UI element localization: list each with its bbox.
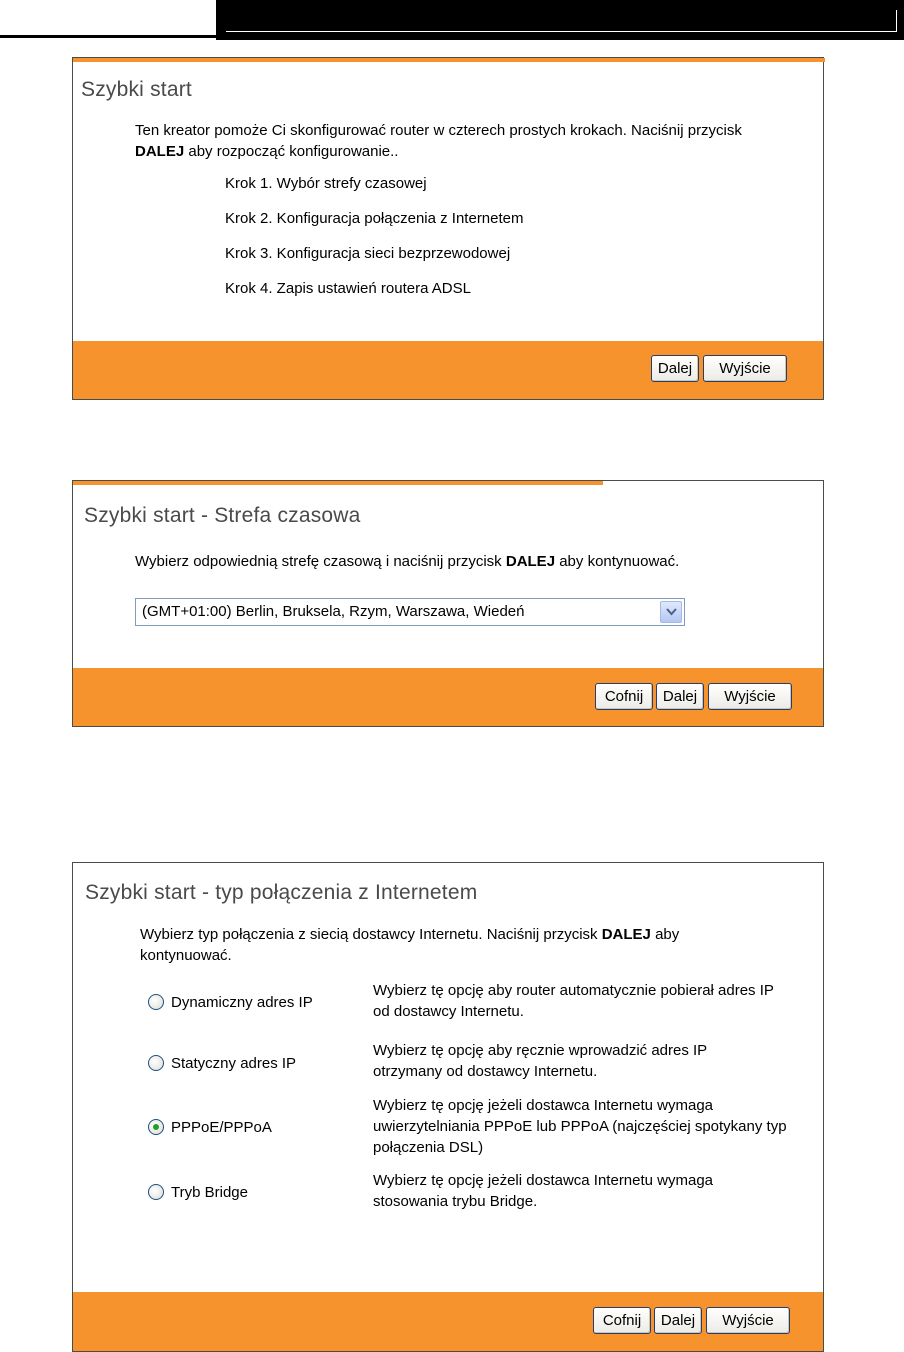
option-description: [373, 980, 823, 1022]
radio-dynamic-ip[interactable]: [148, 994, 164, 1010]
panel-footer: [73, 1292, 823, 1351]
step-item: Krok 4. Zapis ustawień routera ADSL: [225, 280, 471, 297]
timezone-selected-value: (GMT+01:00) Berlin, Bruksela, Rzym, Warszawa, Wiedeń: [142, 603, 525, 620]
back-button[interactable]: Cofnij: [595, 683, 653, 710]
desc-line: od dostawcy Internetu.: [373, 1003, 524, 1020]
desc-line: Wybierz tę opcję jeżeli dostawca Internetu wymaga: [373, 1172, 714, 1189]
intro-text: [140, 924, 800, 966]
timezone-select[interactable]: [135, 598, 685, 626]
panel-footer: [73, 341, 823, 399]
intro-line-1: Ten kreator pomoże Ci skonfigurować router w czterech prostych krokach. Naciśnij przycisk: [135, 122, 742, 139]
desc-line: Wybierz tę opcję aby ręcznie wprowadzić adres IP: [373, 1042, 708, 1059]
quick-start-panel: [72, 57, 824, 400]
page-title: Szybki start - typ połączenia z Internetem: [85, 881, 478, 904]
intro-text: [135, 120, 825, 162]
option-label[interactable]: Tryb Bridge: [171, 1184, 248, 1201]
page-title: Szybki start - Strefa czasowa: [84, 504, 361, 527]
panel-footer: [73, 668, 823, 726]
next-button[interactable]: Dalej: [656, 683, 704, 710]
desc-line: Wybierz tę opcję aby router automatycznie pobierał adres IP: [373, 982, 774, 999]
intro-bold: DALEJ: [505, 553, 556, 570]
radio-static-ip[interactable]: [148, 1055, 164, 1071]
intro-pre: Wybierz odpowiednią strefę czasową i naciśnij przycisk: [135, 553, 506, 570]
intro-pre: Wybierz typ połączenia z siecią dostawcy Internetu. Naciśnij przycisk: [140, 926, 602, 943]
intro-bold: DALEJ: [135, 143, 185, 160]
option-label[interactable]: Statyczny adres IP: [171, 1055, 297, 1072]
intro-post: aby: [650, 926, 680, 943]
header-rule: [0, 35, 216, 38]
desc-line: uwierzytelniania PPPoE lub PPPoA (najczęściej spotykany typ: [373, 1118, 787, 1135]
header-black-block: [216, 0, 904, 40]
option-description: [373, 1170, 823, 1212]
option-label[interactable]: PPPoE/PPPoA: [171, 1119, 272, 1136]
intro-text: [135, 551, 825, 572]
chevron-down-icon[interactable]: [660, 601, 682, 623]
timezone-panel: [72, 480, 824, 727]
step-item: Krok 2. Konfiguracja połączenia z Internetem: [225, 210, 524, 227]
desc-line: połączenia DSL): [373, 1139, 484, 1156]
option-description: [373, 1095, 823, 1158]
connection-type-panel: [72, 862, 824, 1352]
intro-line-2: kontynuować.: [140, 947, 232, 964]
panel-top-accent: [73, 481, 603, 485]
desc-line: otrzymany od dostawcy Internetu.: [373, 1063, 598, 1080]
step-item: Krok 1. Wybór strefy czasowej: [225, 175, 427, 192]
intro-line-2: aby rozpocząć konfigurowanie..: [184, 143, 399, 160]
page-header-bar: [0, 0, 904, 40]
radio-pppoe-pppoa[interactable]: [148, 1119, 164, 1135]
option-label[interactable]: Dynamiczny adres IP: [171, 994, 313, 1011]
option-description: [373, 1040, 823, 1082]
step-item: Krok 3. Konfiguracja sieci bezprzewodowej: [225, 245, 511, 262]
desc-line: Wybierz tę opcję jeżeli dostawca Internetu wymaga: [373, 1097, 714, 1114]
panel-top-accent: [73, 58, 825, 62]
exit-button[interactable]: Wyjście: [703, 355, 787, 382]
back-button[interactable]: Cofnij: [593, 1307, 651, 1334]
page-title: Szybki start: [81, 78, 192, 101]
next-button[interactable]: Dalej: [654, 1307, 702, 1334]
intro-bold: DALEJ: [601, 926, 651, 943]
exit-button[interactable]: Wyjście: [708, 683, 792, 710]
desc-line: stosowania trybu Bridge.: [373, 1193, 538, 1210]
exit-button[interactable]: Wyjście: [706, 1307, 790, 1334]
intro-post: aby kontynuować.: [555, 553, 680, 570]
radio-bridge-mode[interactable]: [148, 1184, 164, 1200]
next-button[interactable]: Dalej: [651, 355, 699, 382]
